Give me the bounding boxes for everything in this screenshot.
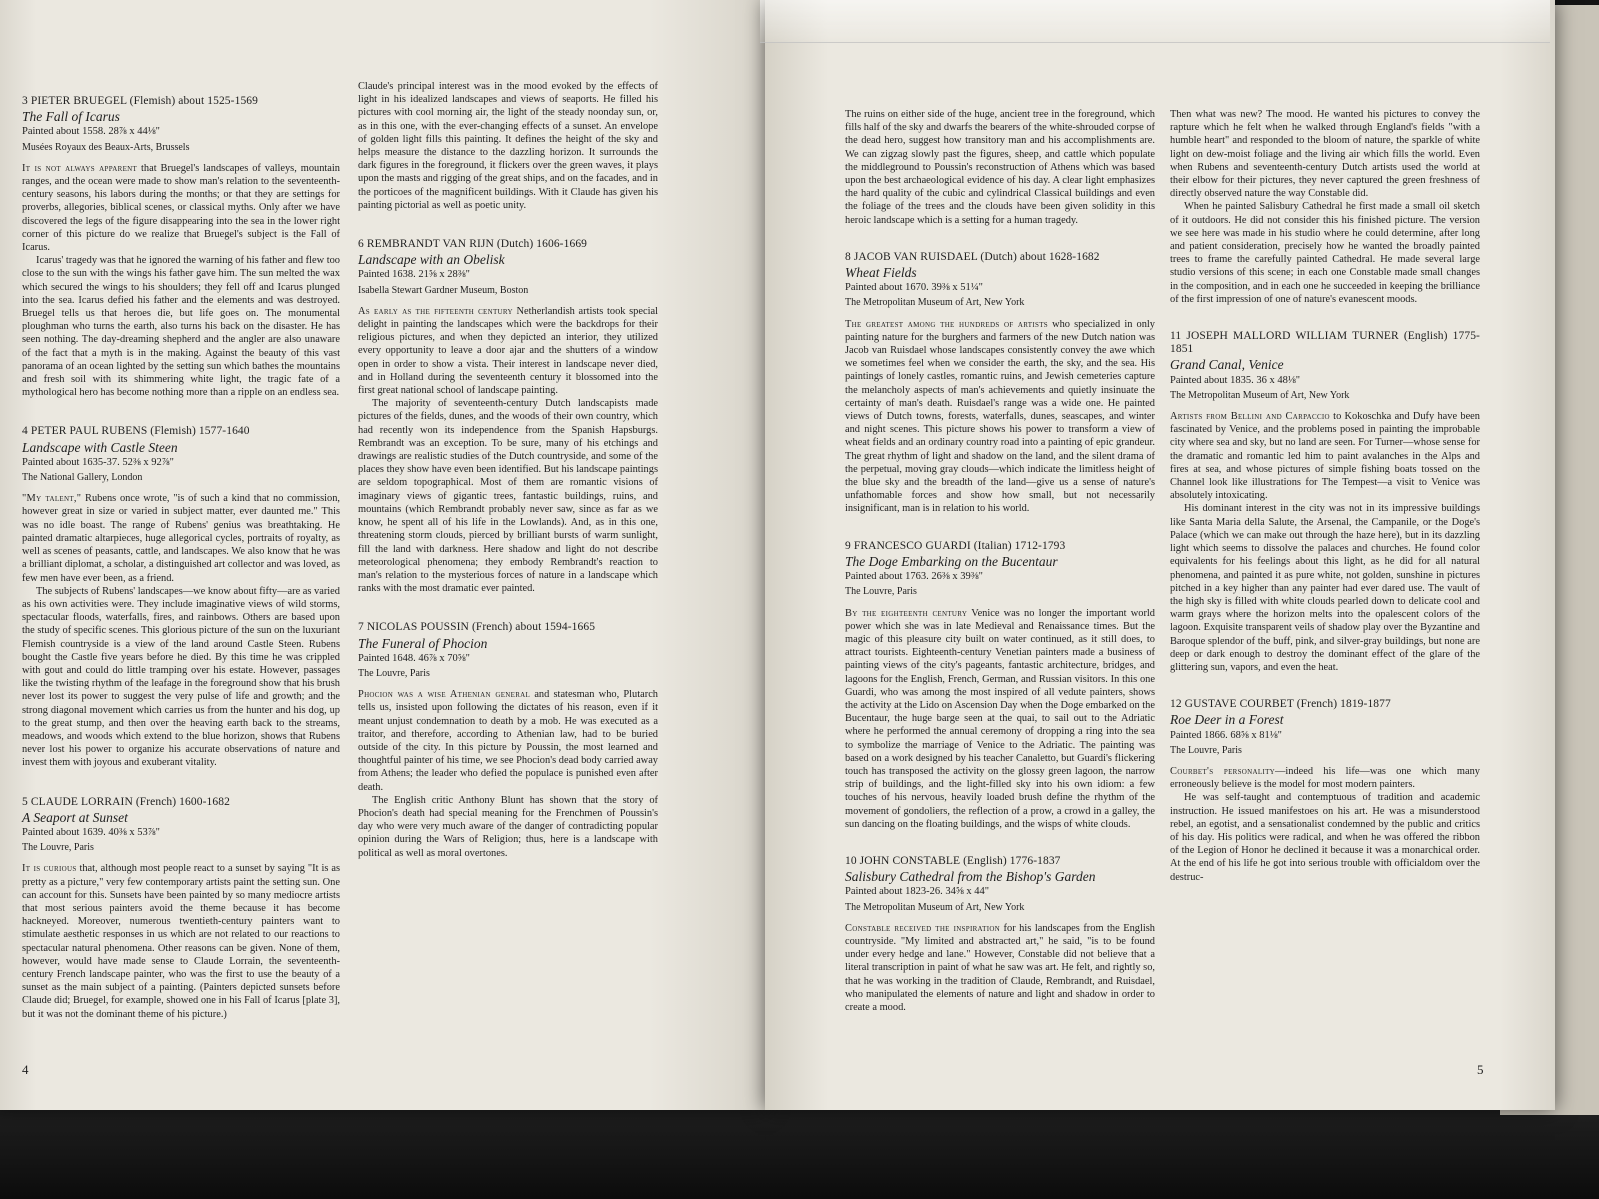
entry-lead: By the eighteenth century bbox=[845, 607, 968, 619]
entry-4 bbox=[22, 425, 340, 769]
entry-meta: Painted about 1835. 36 x 48⅛" bbox=[1170, 374, 1300, 386]
right-column-2 bbox=[1170, 108, 1480, 884]
entry-title: Landscape with an Obelisk bbox=[358, 252, 505, 268]
entry-10 bbox=[845, 855, 1155, 1014]
entry-artist: 8 JACOB VAN RUISDAEL (Dutch) about 1628-1682 bbox=[845, 250, 1100, 263]
entry-location: The Louvre, Paris bbox=[845, 586, 917, 598]
entry-paragraph: Icarus' tragedy was that he ignored the warning of his father and flew too close to the sun with the wings his father gave him. The sun melted the wax which secured the wings to his shoulders; they fell off and Icarus plunged into the sea. Icarus defied his father and the elements and was destroyed. Bruegel tells us that heroes die, but life goes on. The monumental ploughman who turns the earth, also turns his back on the disaster. He has seen nothing. The day-dreaming shepherd and the angler are also unaware of the fact that a myth is in the making. Against the beauty of this vast panorama of an ocean lighted by the setting sun which bathes the mountains and fresh soil with its shimmering white light, the tragic fate of a mythological hero has become nothing more than a ripple on an endless sea. bbox=[22, 255, 340, 399]
entry-lead: As early as the fifteenth century bbox=[358, 305, 513, 317]
entry-lead: It is curious bbox=[22, 863, 77, 875]
entry-title: Landscape with Castle Steen bbox=[22, 439, 178, 455]
entry-5 bbox=[22, 796, 340, 1021]
entry-meta: Painted about 1823-26. 34⅝ x 44" bbox=[845, 886, 989, 898]
entry-7 bbox=[358, 621, 658, 859]
entry-paragraph: Claude's principal interest was in the mood evoked by the effects of light in his idealized landscapes and views of seaports. He filled his pictures with cool morning air, the light of the steady noonday sun, or, as in this one, with the ever-changing effects of a sunset. An envelope of golden light fills this painting. It defines the height of the sky and helps measure the distance to the dazzling horizon. It surrounds the dark figures in the foreground, it flickers over the green waves, it plays upon the masts and rigging of the great ships, and on the facades, and in the porticoes of the magnificent buildings. With it Claude has given his painting pictorial as well as poetic unity. bbox=[358, 81, 658, 211]
entry-meta: Painted about 1558. 28⅞ x 44⅛" bbox=[22, 126, 160, 138]
entry-paragraph: Then what was new? The mood. He wanted his pictures to convey the rapture which he felt when he walked through England's fields "with a humble heart" and responded to the bloom of nature, the sparkle of white light on dew-moist foliage and the living air which fills the world. Even when Rubens and seventeenth-century Dutch artists used the world at their elbow for their pictures, they never captured the green freshness of directly observed nature the way Constable did. bbox=[1170, 109, 1480, 200]
entry-artist: 5 CLAUDE LORRAIN (French) 1600-1682 bbox=[22, 795, 230, 808]
entry-location: The Louvre, Paris bbox=[358, 667, 430, 679]
entry-paragraph: The English critic Anthony Blunt has shown that the story of Phocion's death had special meaning for the Frenchmen of Poussin's day who were very much aware of the danger of contradicting popular opinion during the Wars of Religion; thus, here is a landscape with political as well as moral overtones. bbox=[358, 794, 658, 859]
entry-paragraph: that Bruegel's landscapes of valleys, mountain ranges, and the ocean were made to show man's relation to the seventeenth-century seasons, his labors during the months; or that they are settings for proverbs, allegories, biblical scenes, or classical myths. Only after we have discovered the legs of the figure disappearing into the sea in the lower right corner of this picture do we realize that Bruegel's subject is the Fall of Icarus. bbox=[22, 162, 340, 254]
entry-meta: Painted about 1639. 40⅜ x 53⅞" bbox=[22, 826, 160, 838]
entry-lead: "My talent," bbox=[22, 493, 82, 505]
entry-paragraph: Venice was no longer the important world power which she was in late Medieval and Renaissance times. But the magic of this pleasure city built on water continued, as it still does, to attract tourists. Eighteenth-century Venetian painters made a business of painting views of the city's pageants, fantastic architecture, bridges, and lagoons for the English, French, German, and Russian visitors. In this one Guardi, who was among the most inspired of all vedute painters, shows the activity at the Lido on Ascension Day when the Doge embarked on the Bucentaur, the huge barge seen at the quai, to sail out to the Adriatic where he performed the annual ceremony of dropping a ring into the sea to symbolize the marriage of Venice to the Adriatic. The painting was based on a work designed by his teacher Canaletto, but Guardi's flickering touch has transposed the activity on the glossy green lagoon, the narrow strip of buildings, and the light-filled sky into his own idiom: a few touches of his nervous, heavily loaded brush define the rhythm of the movement of gondoliers, the reflection of a prow, a crowd in a galley, the sun dancing on the floating buildings, and the wisps of white clouds. bbox=[845, 607, 1155, 830]
entry-meta: Painted 1866. 68⅝ x 81⅛" bbox=[1170, 729, 1282, 741]
entry-lead: Artists from Bellini and Carpaccio bbox=[1170, 411, 1330, 423]
entry-artist: 7 NICOLAS POUSSIN (French) about 1594-1665 bbox=[358, 621, 596, 634]
left-page bbox=[0, 0, 766, 1110]
entry-lead: Phocion was a wise Athenian general bbox=[358, 689, 531, 701]
entry-paragraph: for his landscapes from the English countryside. "My limited and abstracted art," he said, "is to be found under every hedge and lane." However, Constable did not believe that a literal transcription in paint of what he saw was art. He felt, and rightly so, that he was working in the tradition of Claude, Rembrandt, and Ruisdael, who manipulated the elements of nature and light and shadow in order to create a mood. bbox=[845, 922, 1155, 1013]
entry-lead: Constable received the inspiration bbox=[845, 922, 1001, 934]
entry-meta: Painted 1648. 46⅞ x 70⅝" bbox=[358, 652, 470, 664]
entry-title: The Fall of Icarus bbox=[22, 109, 120, 125]
entry-paragraph: Netherlandish artists took special delight in painting the landscapes which were the backdrops for their religious pictures, and when they depicted an interior, they utilized every opportunity to leave a door ajar and the shutters of a window open in order to show a vista. Their interest in landscape never died, and in Holland during the seventeenth century it blossomed into the first great national school of landscape painting. bbox=[358, 305, 658, 397]
entry-artist: 3 PIETER BRUEGEL (Flemish) about 1525-1569 bbox=[22, 95, 258, 107]
entry-location: The Louvre, Paris bbox=[22, 842, 94, 854]
entry-paragraph: His dominant interest in the city was not in its impressive buildings like Santa Maria della Salute, the Arsenal, the Campanile, or the Doge's Palace (which we can make out through the haze here), but in its dazzling light which seems to dissolve the palaces and churches. He found color equivalents for his feelings about this light, as he did for all natural phenomena, and painted it as pure white, not golden, sunshine in pictures pitched in a key higher than any painter had ever dared use. The vault of the high sky is filled with white clouds pearled down to delicate cool and warm grays where the horizon melts into the opalescent colors of the lagoon. Exquisite transparent veils of shadow play over the Byzantine and Baroque splendor of the buff, pink, and silver-gray buildings, but none are deep or dark enough to destroy the dominant effect of the glare of the glittering sun, vapors, and even the heat. bbox=[1170, 503, 1480, 673]
entry-paragraph: to Kokoschka and Dufy have been fascinated by Venice, and the problems posed in painting the improbable city where sea and sky, but no land are seen. For Turner—whose sense for the dramatic and romantic led him to paint avalanches in the Alps and fires at sea, and whose pictures of simple fishing boats tossed on the Channel look like illustrations for The Tempest—a visit to Venice was absolutely intoxicating. bbox=[1170, 411, 1480, 502]
entry-artist: 10 JOHN CONSTABLE (English) 1776-1837 bbox=[845, 854, 1061, 867]
entry-lead: It is not always apparent bbox=[22, 162, 138, 174]
entry-11 bbox=[1170, 330, 1480, 674]
left-column-1 bbox=[22, 95, 340, 1021]
entry-lead: The greatest among the hundreds of artists bbox=[845, 318, 1048, 330]
entry-paragraph: and statesman who, Plutarch tells us, insisted upon following the dictates of his reason, even if it meant unjust condemnation to death by a mob. He was executed as a traitor, and therefore, according to Athenian law, had to be buried outside of the city. In this picture by Poussin, the most learned and thoughtful painter of his time, we see Phocion's dead body carried away from Athens; the leader who defied the populace is punished even after death. bbox=[358, 689, 659, 793]
entry-8 bbox=[845, 251, 1155, 516]
right-column-1 bbox=[845, 108, 1155, 1014]
entry-title: Grand Canal, Venice bbox=[1170, 357, 1284, 373]
entry-artist: 11 JOSEPH MALLORD WILLIAM TURNER (English) 1775-1851 bbox=[1170, 330, 1480, 356]
entry-paragraph: Rubens once wrote, "is of such a kind that no commission, however great in size or varied in subject matter, ever daunted me." This was no idle boast. The range of Rubens' genius was breathtaking. He painted dramatic altarpieces, huge allegorical cycles, portraits of royalty, as well as scenes of peasants, cattle, and landscapes. We also know that he was a brilliant diplomat, a scholar, a distinguished art collector and was loved, as few men have ever been, as a friend. bbox=[22, 493, 340, 584]
entry-location: The Metropolitan Museum of Art, New York bbox=[845, 297, 1025, 309]
entry-artist: 4 PETER PAUL RUBENS (Flemish) 1577-1640 bbox=[22, 425, 250, 438]
entry-paragraph: He was self-taught and contemptuous of tradition and academic instruction. He issued manifestoes on his art. He was a misunderstood rebel, an egotist, and a sensationalist condemned by the public and critics of his day. His politics were radical, and when he was offered the ribbon of the Legion of Honor he declined it because it was a monarchical order. At the end of his life he got into serious trouble with officialdom over the destruc- bbox=[1170, 792, 1480, 883]
plastic-sleeve bbox=[760, 0, 1550, 43]
entry-title: Roe Deer in a Forest bbox=[1170, 712, 1284, 728]
entry-3 bbox=[22, 95, 340, 399]
entry-paragraph: who specialized in only painting nature for the burghers and farmers of the new Dutch nation was Jacob van Ruisdael whose landscapes consistently convey the awe which we sometimes feel when we consider the earth, the sky, and the sea. His paintings of lonely castles, romantic ruins, and Jewish cemeteries capture the melancholy aspects of man's achievements and quietly insinuate the certainty of man's death. Ruisdael's range was a wide one. He painted views of Dutch towns, forests, waterfalls, dunes, seascapes, and winter and night scenes. This picture shows his power to transform a view of wheat fields and an ordinary country road into a painting of epic grandeur. The great rhythm of light and shadow on the land, and the silent drama of the perpetual, moving gray clouds—which indicate the limitless height of the blue sky and the breadth of the land—give us a sense of nature's unfathomable forces and show how small, but not necessarily insignificant, man is in relation to his world. bbox=[845, 318, 1155, 515]
entry-location: Musées Royaux des Beaux-Arts, Brussels bbox=[22, 141, 190, 153]
entry-location: Isabella Stewart Gardner Museum, Boston bbox=[358, 284, 529, 296]
page-number-left: 4 bbox=[22, 1062, 29, 1077]
entry-meta: Painted about 1670. 39⅜ x 51¼" bbox=[845, 282, 983, 294]
entry-location: The Louvre, Paris bbox=[1170, 744, 1242, 756]
entry-location: The Metropolitan Museum of Art, New York bbox=[845, 901, 1025, 913]
entry-paragraph: The ruins on either side of the huge, ancient tree in the foreground, which fills half of the sky and dwarfs the bearers of the white-shrouded corpse of the dead hero, suggest how transitory man and his accomplishments are. We can zigzag slowly past the figures, sheep, and cattle which populate the middleground to Poussin's reconstruction of Athens which was based upon the best archaeological evidence of his day. A clear light emphasizes the hard quality of the cubic and cylindrical Classical buildings and even the foliage of the trees and the clouds have been given solidity in this heroic landscape which is a setting for a human tragedy. bbox=[845, 109, 1155, 226]
entry-meta: Painted 1638. 21⅝ x 28⅜" bbox=[358, 269, 470, 281]
entry-paragraph: The subjects of Rubens' landscapes—we know about fifty—are as varied as his own activities were. They include imaginative views of wild storms, spectacular floods, waterfalls, fires, and rainbows. Others are based upon the study of specific scenes. This glorious picture of the sun on the luxuriant Flemish countryside is a view of the land around Castle Steen. Rubens bought the Castle five years before he died. By this time he was crippled with gout and could do little tramping over his estate. However, passages like the twisting rhythm of the leafage in the foreground show that his brush never lost its power to suggest the very pulse of life and growth; and the strong diagonal movement which carries us from the hunter and his dog, up to the great stump, and then over the heaving earth back to the streams, meadows, and woods which extend to the blue horizon, shows that Rubens never lost his power to organize his accurate observations of nature and invest them with joyous and exuberant vitality. bbox=[22, 585, 340, 769]
entry-9 bbox=[845, 540, 1155, 831]
entry-artist: 6 REMBRANDT VAN RIJN (Dutch) 1606-1669 bbox=[358, 238, 588, 251]
entry-title: Salisbury Cathedral from the Bishop's Garden bbox=[845, 869, 1096, 885]
entry-lead: Courbet's personality bbox=[1170, 765, 1276, 777]
entry-paragraph: that, although most people react to a sunset by saying "It is as pretty as a picture," very few contemporary artists paint the setting sun. One can account for this. Sunsets have been painted by so many mediocre artists that most serious painters avoid the theme because it has become hackneyed. Moreover, numerous twentieth-century painters want to stimulate aesthetic responses in us which are not related to our reactions to spectacular natural phenomena. Other reasons can be given. None of them, however, would have made sense to Claude Lorrain, the seventeenth-century French landscape painter, who was the first to use the beauty of a sunset as the main subject of a painting. (Painters depicted sunsets before Claude did; Bruegel, for example, showed one in his Fall of Icarus [plate 3], but it was not the dominant theme of his picture.) bbox=[22, 863, 340, 1020]
entry-title: A Seaport at Sunset bbox=[22, 809, 128, 825]
entry-paragraph: —indeed his life—was one which many erroneously believe is the model for most modern painters. bbox=[1170, 765, 1480, 791]
entry-location: The National Gallery, London bbox=[22, 472, 143, 484]
entry-meta: Painted about 1635-37. 52⅜ x 92⅞" bbox=[22, 456, 174, 468]
entry-12 bbox=[1170, 698, 1480, 884]
entry-title: The Doge Embarking on the Bucentaur bbox=[845, 553, 1058, 569]
entry-paragraph: When he painted Salisbury Cathedral he first made a small oil sketch of it outdoors. He did not consider this his finished picture. The version we see here was made in his studio where he could determine, after long and patient consideration, precisely how he wanted the broadly painted trees to frame the carefully painted Cathedral. He made several large studio versions of this scene; in each one Constable made small changes in the composition, and in each one he succeeded in keeping the brilliance of the first impression of one of nature's evanescent moods. bbox=[1170, 201, 1480, 305]
entry-6 bbox=[358, 238, 658, 595]
entry-meta: Painted about 1763. 26⅜ x 39⅜" bbox=[845, 571, 983, 583]
entry-location: The Metropolitan Museum of Art, New York bbox=[1170, 389, 1350, 401]
entry-artist: 9 FRANCESCO GUARDI (Italian) 1712-1793 bbox=[845, 539, 1066, 552]
entry-artist: 12 GUSTAVE COURBET (French) 1819-1877 bbox=[1170, 698, 1391, 711]
page-number-right: 5 bbox=[1477, 1062, 1484, 1077]
left-column-2 bbox=[358, 80, 658, 860]
right-page bbox=[765, 0, 1555, 1110]
entry-title: The Funeral of Phocion bbox=[358, 635, 488, 651]
entry-paragraph: The majority of seventeenth-century Dutch landscapists made pictures of the fields, dunes, and the woods of their own country, which had recently won its independence from the Spanish Hapsburgs. Rembrandt was an exception. To be sure, many of his etchings and drawings are realistic studies of the Dutch countryside, and some of the places they show have even been identified. But his landscape paintings are seldom topographical. Most of them are romantic visions of imaginary views of gigantic trees, fantastic buildings, ruins, and mountains (which Rembrandt probably never saw, since as far as we know, he spent all of his life in the Lowlands). And, as in this one, threatening storm clouds, pierced by brilliant bursts of warm sunlight, fill the land with darkness. Here shadow and light do not describe meteorological phenomena; they embody Rembrandt's reaction to man's relation to the mysterious forces of nature in a landscape which ranks with the most dramatic ever painted. bbox=[358, 398, 658, 595]
entry-title: Wheat Fields bbox=[845, 265, 917, 281]
